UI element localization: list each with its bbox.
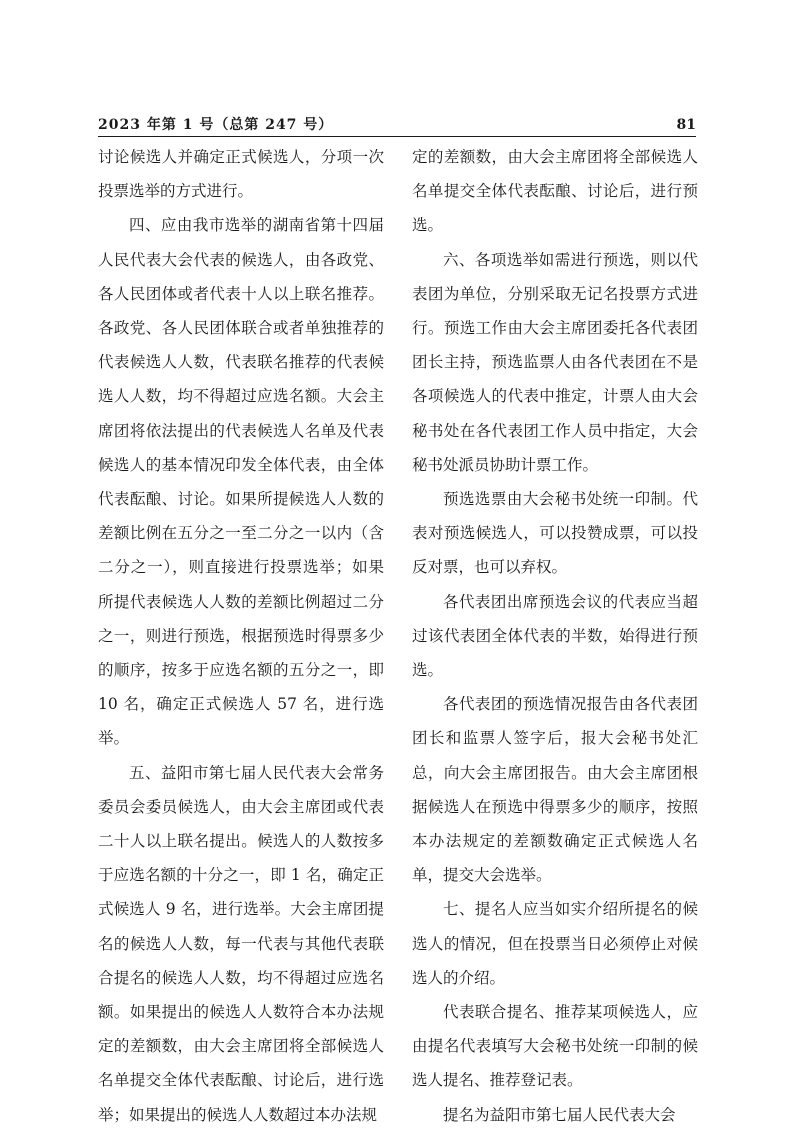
paragraph-article-6: 六、各项选举如需进行预选，则以代表团为单位，分别采取无记名投票方式进行。预选工作由大会主席团委托各代表团团长主持，预选监票人由各代表团在不是各项候选人的代表中推定，计票人由大会秘书处在各代表团工作人员中指定，大会秘书处派员协助计票工作。 [412, 250, 698, 474]
page-header [98, 116, 696, 138]
paragraph-preselection-ballot: 预选选票由大会秘书处统一印制。代表对预选候选人，可以投赞成票，可以投反对票，也可以弃权。 [412, 490, 698, 577]
right-column [412, 140, 698, 1132]
header-rule [98, 136, 696, 137]
paragraph-article-7: 七、提名人应当如实介绍所提名的候选人的情况，但在投票当日必须停止对候选人的介绍。 [412, 900, 698, 987]
issue-label: 2023 年第 1 号（总第 247 号） [98, 117, 334, 133]
paragraph-preselection-quorum: 各代表团出席预选会议的代表应当超过该代表团全体代表的半数，始得进行预选。 [412, 592, 698, 680]
paragraph-continued: 讨论候选人并确定正式候选人，分项一次投票选举的方式进行。 [98, 148, 384, 201]
paragraph-preselection-report: 各代表团的预选情况报告由各代表团团长和监票人签字后，报大会秘书处汇总，向大会主席团报告。由大会主席团根据候选人在预选中得票多少的顺序，按照本办法规定的差额数确定正式候选人名单，提交大会选举。 [412, 695, 698, 885]
paragraph-nomination-continued: 提名为益阳市第七届人民代表大会 [443, 1105, 676, 1124]
paragraph-continued: 定的差额数，由大会主席团将全部候选人名单提交全体代表酝酿、讨论后，进行预选。 [412, 148, 698, 235]
paragraph-joint-nomination: 代表联合提名、推荐某项候选人，应由提名代表填写大会秘书处统一印制的候选人提名、推荐登记表。 [412, 1003, 698, 1090]
paragraph-article-5: 五、益阳市第七届人民代表大会常务委员会委员候选人，由大会主席团或代表二十人以上联名提出。候选人的人数按多于应选名额的十分之一，即 1 名，确定正式候选人 9 名，进行选举。大会主席团提名的候选人人数，每一代表与其他代表联合提名的候选人人数，均不得超过应选名额。如果提出的候选人人数符合本办法规定的差额数，由大会主席团将全部候选人名单提交全体代表酝酿、讨论后，进行选举；如果提出的候选人人数超过本办法规 [98, 763, 384, 1124]
paragraph-article-4: 四、应由我市选举的湖南省第十四届人民代表大会代表的候选人，由各政党、各人民团体或者代表十人以上联名推荐。各政党、各人民团体联合或者单独推荐的代表候选人人数，代表联名推荐的代表候选人人数，均不得超过应选名额。大会主席团将依法提出的代表候选人名单及代表候选人的基本情况印发全体代表，由全体代表酝酿、讨论。如果所提候选人人数的差额比例在五分之一至二分之一以内（含二分之一），则直接进行投票选举；如果所提代表候选人人数的差额比例超过二分之一，则进行预选，根据预选时得票多少的顺序，按多于应选名额的五分之一，即 10 名，确定正式候选人 57 名，进行选举。 [98, 216, 384, 748]
page-number: 81 [676, 117, 696, 133]
left-column [98, 140, 384, 1132]
